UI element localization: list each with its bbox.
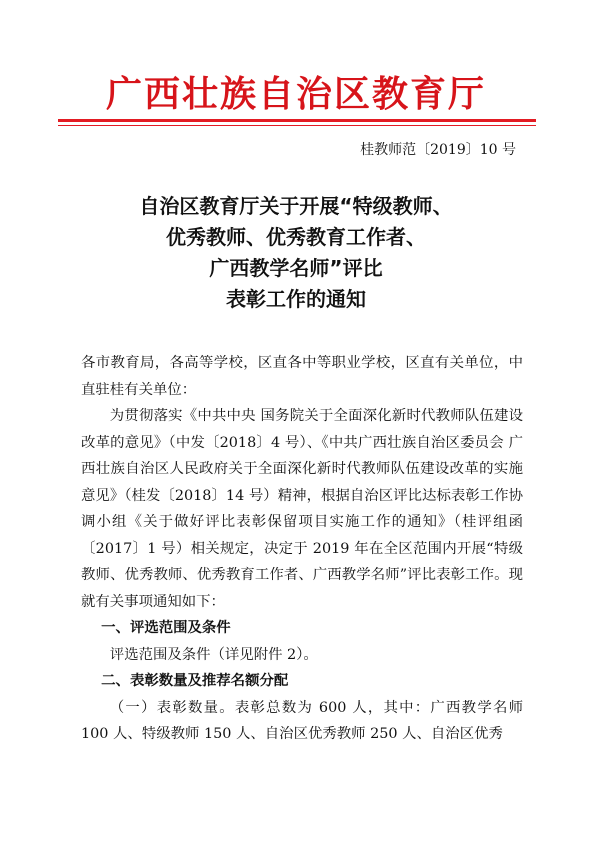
document-number: 桂教师范〔2019〕10 号 — [360, 142, 516, 158]
section-2-paragraph: （一）表彰数量。表彰总数为 600 人，其中：广西教学名师 100 人、特级教师 150 人、自治区优秀教师 250 人、自治区优秀 — [81, 699, 523, 742]
document-title — [60, 191, 532, 315]
addressee-paragraph: 各市教育局，各高等学校，区直各中等职业学校，区直有关单位，中直驻桂有关单位： — [81, 355, 523, 398]
header-red-rule-thick — [58, 119, 536, 122]
title-line-3: 广西教学名师”评比 — [209, 256, 383, 280]
intro-paragraph: 为贯彻落实《中共中央 国务院关于全面深化新时代教师队伍建设改革的意见》（中发〔2018〕4 号）、《中共广西壮族自治区委员会 广西壮族自治区人民政府关于全面深化新时代教师队伍建设改革的实施意见》（桂发〔2018〕14 号）精神，根据自治区评比达标表彰工作协调小组《关于做好评比表彰保留项目实施工作的通知》（桂评组函〔2017〕1 号）相关规定，决定于 2019 年在全区范围内开展“特级教师、优秀教师、优秀教育工作者、广西教学名师”评比表彰工作。现就有关事项通知如下： — [81, 408, 523, 610]
section-2-heading: 二、表彰数量及推荐名额分配 — [101, 673, 289, 689]
section-1-paragraph: 评选范围及条件（详见附件 2）。 — [109, 646, 318, 663]
title-line-2: 优秀教师、优秀教育工作者、 — [166, 225, 426, 249]
document-body — [81, 350, 523, 748]
header-red-rule-thin — [58, 125, 536, 126]
issuer-header: 广西壮族自治区教育厅 — [105, 73, 486, 115]
title-line-4: 表彰工作的通知 — [226, 287, 366, 311]
title-line-1: 自治区教育厅关于开展“特级教师、 — [139, 194, 453, 218]
section-1-heading: 一、评选范围及条件 — [101, 620, 231, 636]
